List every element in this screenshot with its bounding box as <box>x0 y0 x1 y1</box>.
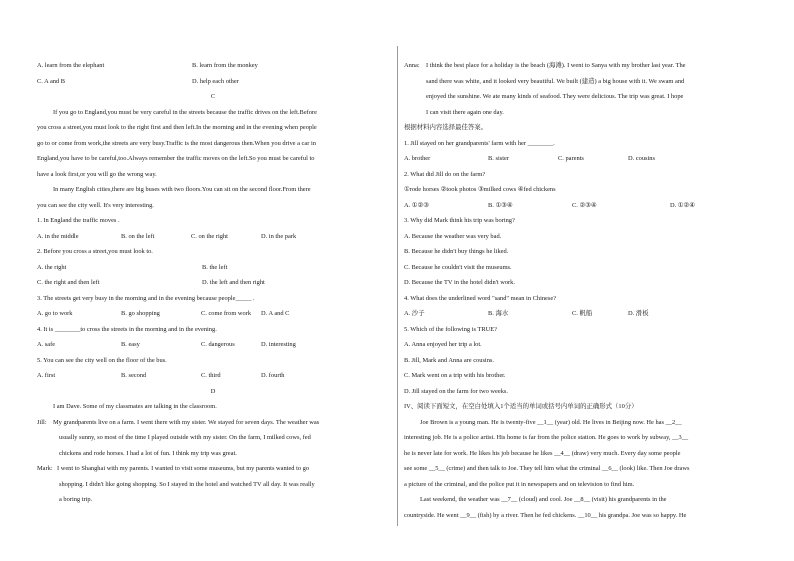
option-d: D. cousins <box>628 155 655 162</box>
question-stem: 3. Why did Mark think his trip was boring? <box>404 217 515 224</box>
dialogue-line: a boring trip. <box>59 496 93 503</box>
dialogue-line: usually sunny, so most of the time I played outside with my sister. On the farm, I milked cows, fed <box>59 434 311 441</box>
option-c: C. the right and then left <box>37 279 100 286</box>
option-a: A. in the middle <box>37 232 79 240</box>
right-column <box>404 58 760 523</box>
option-line: A. Because the weather was very bad. <box>404 232 502 240</box>
prev-options-row-2 <box>37 74 389 90</box>
option-b: B. go shopping <box>121 310 160 317</box>
question-stem: 4. What does the underlined word "sand" mean in Chinese? <box>404 294 557 302</box>
option-b: B. on the left <box>121 232 155 240</box>
option-b: B. the left <box>202 263 228 271</box>
dialogue-line: I think the best place for a holiday is the beach (海滩). I went to Sanya with my brother last year. The <box>426 62 686 69</box>
passage-c-line: you can see the city well. It's very interesting. <box>37 201 154 209</box>
option-d: D. fourth <box>261 372 285 379</box>
option-c: C. come from work <box>201 310 252 317</box>
option-b: B. 海水 <box>488 310 509 317</box>
question-stem: 4. It is ________to cross the streets in the morning and in the evening. <box>37 325 217 333</box>
option-a: A. brother <box>404 155 431 162</box>
jill-paragraph <box>37 415 389 431</box>
question-stem: 1. In England the traffic moves . <box>37 217 120 224</box>
option-a: A. 沙子 <box>404 310 425 317</box>
option-d: D. ①②④ <box>670 201 695 209</box>
left-column <box>37 58 389 508</box>
option-a: A. ①②③ <box>404 201 429 209</box>
option-line: B. Because he didn't buy things he liked. <box>404 248 509 255</box>
option-d: D. interesting <box>261 341 296 348</box>
option-line: D. Because the TV in the hotel didn't work. <box>404 279 515 286</box>
option-c: C. ②③④ <box>572 201 597 209</box>
question-options <box>37 337 389 353</box>
passage-d-intro: I am Dave. Some of my classmates are talking in the classroom. <box>53 403 217 410</box>
option-line: B. Jill, Mark and Anna are cousins. <box>404 356 494 364</box>
cloze-line: a picture of the criminal, and the police put it in newspapers and on television to find him. <box>404 480 635 488</box>
dialogue-line: shopping. I didn't like going shopping. So I stayed in the hotel and watched TV all day. It was really <box>59 480 315 488</box>
section-iv-heading: IV、阅读下面短文，在空白处填入1个适当的单词或括号内单词的正确形式（10分） <box>404 403 638 410</box>
question-options <box>37 229 389 245</box>
option-a: A. the right <box>37 263 67 271</box>
dialogue-line: enjoyed the sunshine. We ate many kinds of seafood. They were delicious. The trip was great. I hope <box>426 93 684 100</box>
question-options <box>37 306 389 322</box>
question-items: ①rode horses ②took photos ③milked cows ④fed chickens <box>404 186 556 193</box>
question-stem: 2. Before you cross a street,you must look to. <box>37 248 153 255</box>
cloze-line: Joe Brown is a young man. He is twenty-five __1__ (year) old. He lives in Beijing now. He has __2__ <box>420 418 682 426</box>
option-line: C. Because he couldn't visit the museums. <box>404 263 512 271</box>
option-a: A. first <box>37 372 56 379</box>
prev-options-row-1 <box>37 58 389 74</box>
cloze-line: countryside. He went __9__ (fish) by a river. Then he fed chickens. __10__ his grandpa. Joe was so happy. He <box>404 511 687 519</box>
dialogue-line: I went to Shanghai with my parents. I wanted to visit some museums, but my parents wanted to go <box>57 465 310 472</box>
passage-c-line: England,you have to be careful,too.Always remember the traffic moves on the left.So you must be careful to <box>37 155 315 162</box>
dialogue-line: chickens and rode horses. I had a lot of fun. I think my trip was great. <box>59 449 237 457</box>
speaker-label: Jill: <box>37 418 47 426</box>
option-c: C. parents <box>558 155 584 162</box>
question-options <box>37 260 389 276</box>
dialogue-line: I can visit there again one day. <box>426 108 504 116</box>
option-b: B. ①③④ <box>488 201 513 209</box>
section-d-heading: D <box>210 387 216 395</box>
option-c: C. 帆船 <box>572 310 593 317</box>
speaker-label: Mark: <box>37 465 53 472</box>
anna-paragraph <box>404 58 760 74</box>
cloze-line: see some __5__ (crime) and then talk to Joe. They tell him what the criminal __6__ (look) like. Then Joe draws <box>404 465 690 472</box>
option-b: B. second <box>121 372 147 379</box>
column-divider <box>397 46 398 526</box>
option-b: B. learn from the monkey <box>192 62 258 69</box>
option-d: D. the left and then right <box>202 279 265 286</box>
option-line: C. Mark went on a trip with his brother. <box>404 372 506 379</box>
cloze-line: interesting job. He is a police artist. His home is far from the police station. He goes to work by subway, __3__ <box>404 434 689 441</box>
question-options <box>404 151 760 167</box>
question-stem: 1. Jill stayed on her grandparents' farm with her ________. <box>404 139 555 147</box>
option-c: C. A and B <box>37 77 66 85</box>
question-options <box>37 368 389 384</box>
option-b: B. sister <box>488 155 509 162</box>
option-line: A. Anna enjoyed her trip a lot. <box>404 341 482 348</box>
option-a: A. safe <box>37 341 56 348</box>
question-options <box>404 198 760 214</box>
question-stem: 5. Which of the following is TRUE? <box>404 325 497 333</box>
instruction: 根据材料内容选择最佳答案。 <box>404 124 488 131</box>
question-stem: 2. What did Jill do on the farm? <box>404 170 486 178</box>
passage-c-line: you cross a street,you must look to the right first and then left.In the morning and in the evening when people <box>37 124 317 131</box>
cloze-line: Last weekend, the weather was __7__ (cloud) and cool. Joe __8__ (visit) his grandparents in the <box>420 496 667 503</box>
option-a: A. learn from the elephant <box>37 62 105 69</box>
passage-c-line: have a look first,or you will go the wrong way. <box>37 170 157 178</box>
option-d: D. A and C <box>261 310 290 317</box>
option-c: C. on the right <box>191 232 228 240</box>
option-d: D. in the park <box>261 232 297 240</box>
dialogue-line: My grandparents live on a farm. I went there with my sister. We stayed for seven days. The weather was <box>53 418 320 426</box>
speaker-label: Anna: <box>404 62 420 69</box>
passage-c-line: In many English cities,there are big buses with two floors.You can sit on the second floor.From there <box>53 186 311 193</box>
dialogue-line: sand there was white, and it looked very beautiful. We built (建造) a big house with it. We swam and <box>426 77 685 85</box>
mark-paragraph <box>37 461 389 477</box>
option-c: C. third <box>201 372 221 379</box>
option-b: B. easy <box>121 341 140 348</box>
option-line: D. Jill stayed on the farm for two weeks. <box>404 387 509 395</box>
question-options <box>404 306 760 322</box>
section-c-heading: C <box>210 93 216 100</box>
question-stem: 3. The streets get very busy in the morning and in the evening because people_____ . <box>37 294 255 302</box>
question-options <box>37 275 389 291</box>
option-d: D. help each other <box>192 77 239 85</box>
question-stem: 5. You can see the city well on the floor of the bus. <box>37 356 167 364</box>
option-c: C. dangerous <box>201 341 235 348</box>
option-a: A. go to work <box>37 310 73 317</box>
passage-c-line: go to or come from work,the streets are very busy.Traffic is the most dangerous then.When you drive a car in <box>37 139 316 147</box>
option-d: D. 滑板 <box>628 310 649 317</box>
passage-c-line: If you go to England,you must be very careful in the streets because the traffic drives on the left.Before <box>53 108 317 116</box>
cloze-line: he is never late for work. He likes his job because he likes __4__ (draw) very much. Every day some people <box>404 449 681 457</box>
